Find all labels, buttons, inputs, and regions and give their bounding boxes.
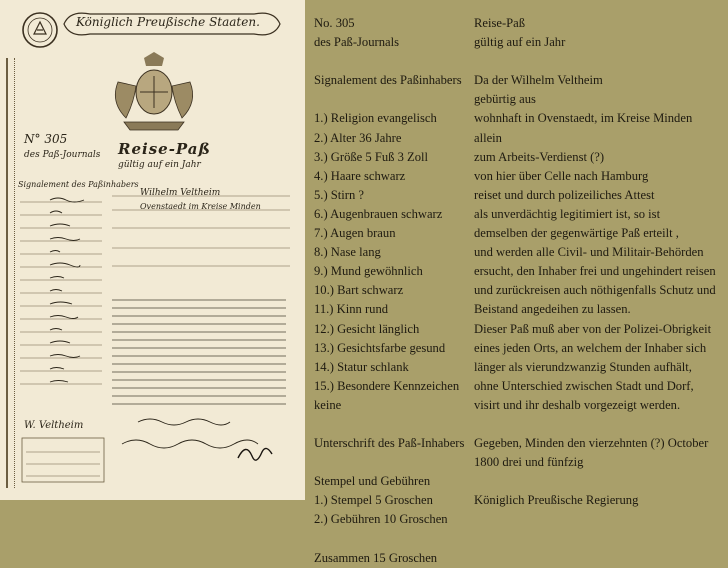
royal-seal-icon [20, 10, 60, 50]
signalement-line: 1.) Stempel 5 Groschen [314, 493, 433, 508]
signalement-line [314, 453, 474, 472]
decorative-border [6, 58, 15, 488]
signalement-line: 12.) Gesicht länglich [314, 321, 420, 336]
stamp-icon [20, 436, 106, 486]
signalement-line [314, 90, 474, 109]
signalement-line: Zusammen 15 Groschen [314, 550, 438, 565]
passport-text-line: von hier über Celle nach Hamburg [474, 168, 649, 183]
signalement-line [314, 530, 474, 549]
signalement-line: 8.) Nase lang [314, 245, 381, 260]
passport-text-line: länger als vierundzwanzig Stunden aufhält, [474, 359, 692, 374]
signalement-line: Stempel und Gebühren [314, 474, 431, 489]
passport-text-line: und zurückreisen auch nöthigenfalls Schutz und [474, 283, 716, 298]
passport-subheading: gültig auf ein Jahr [118, 160, 201, 170]
signalement-line: No. 305 [314, 16, 355, 30]
passport-text-line: Dieser Paß muß aber von der Polizei-Obrigkeit [474, 321, 712, 336]
signalement-line: des Paß-Journals [314, 35, 399, 50]
passport-text-line: wohnhaft in Ovenstaedt, im Kreise Minden [474, 111, 693, 126]
passport-place-handwritten: Ovenstaedt im Kreise Minden [140, 202, 261, 211]
passport-text-line [474, 472, 726, 491]
passport-text-line: demselben der gegenwärtige Paß erteilt , [474, 226, 679, 241]
passport-text-line: eines jeden Orts, an welchem der Inhaber sich [474, 340, 707, 355]
passport-text-line: gültig auf ein Jahr [474, 35, 566, 50]
signalement-line: 11.) Kinn rund [314, 302, 389, 317]
signalement-lines [16, 196, 106, 392]
signalement-line: Unterschrift des Paß-Inhabers [314, 436, 465, 451]
signalement-line: 10.) Bart schwarz [314, 283, 404, 298]
passport-text-line: gebürtig aus [474, 92, 536, 107]
passport-text-line [474, 52, 726, 71]
signalement-line: 14.) Statur schlank [314, 359, 409, 374]
coat-of-arms-icon [104, 52, 204, 134]
signalement-line: 1.) Religion evangelisch [314, 111, 437, 126]
passport-text-line: Königlich Preußische Regierung [474, 493, 639, 508]
signalement-line: 9.) Mund gewöhnlich [314, 264, 423, 279]
passport-text-line: visirt und ihr deshalb vorgezeigt werden. [474, 397, 681, 412]
signalement-line: 5.) Stirn ? [314, 187, 365, 202]
passport-text-column [474, 14, 726, 510]
signalement-line: 6.) Augenbrauen schwarz [314, 206, 443, 221]
passport-text-line: ersucht, den Inhaber frei und ungehindert reisen [474, 264, 716, 279]
signalement-line: 2.) Gebühren 10 Groschen [314, 512, 448, 527]
passport-text-line: zum Arbeits-Verdienst (?) [474, 149, 605, 164]
passport-signature: W. Veltheim [24, 420, 84, 431]
passport-text-line: ohne Unterschied zwischen Stadt und Dorf, [474, 378, 694, 393]
passport-text-line: und werden alle Civil- und Militair-Behörden [474, 245, 704, 260]
signalement-line: 7.) Augen braun [314, 226, 396, 241]
signalement-line [314, 415, 474, 434]
passport-journal: des Paß-Journals [24, 150, 101, 160]
passport-heading: Reise-Paß [118, 140, 211, 158]
passport-text-line: allein [474, 130, 502, 145]
passport-text-line [474, 415, 726, 434]
signalement-line: 2.) Alter 36 Jahre [314, 130, 402, 145]
passport-number: N° 305 [24, 132, 68, 146]
signalement-line: 3.) Größe 5 Fuß 3 Zoll [314, 149, 429, 164]
signalement-column [314, 14, 474, 568]
signalement-line [314, 52, 474, 71]
signalement-line: 4.) Haare schwarz [314, 168, 406, 183]
passport-body-lines [108, 182, 294, 488]
passport-title: Königlich Preußische Staaten. [76, 15, 260, 29]
signalement-line: Signalement des Paßinhabers [314, 73, 462, 88]
passport-name-handwritten: Wilhelm Veltheim [140, 188, 221, 198]
signalement-line: 15.) Besondere Kennzeichen [314, 378, 460, 393]
passport-text-line: als unverdächtig legitimiert ist, so ist [474, 206, 661, 221]
passport-text-line: reiset und durch polizeiliches Attest [474, 187, 655, 202]
passport-text-line: 1800 drei und fünfzig [474, 455, 584, 470]
passport-signalement: Signalement des Paßinhabers [18, 180, 139, 189]
passport-text-line: Beistand angedeihen zu lassen. [474, 302, 631, 317]
passport-text-line: Gegeben, Minden den vierzehnten (?) October [474, 436, 709, 451]
signalement-line: 13.) Gesichtsfarbe gesund [314, 340, 446, 355]
signalement-line: keine [314, 397, 342, 412]
passport-text-line: Da der Wilhelm Veltheim [474, 73, 603, 88]
passport-text-line: Reise-Paß [474, 16, 526, 30]
passport-scan [0, 0, 305, 500]
